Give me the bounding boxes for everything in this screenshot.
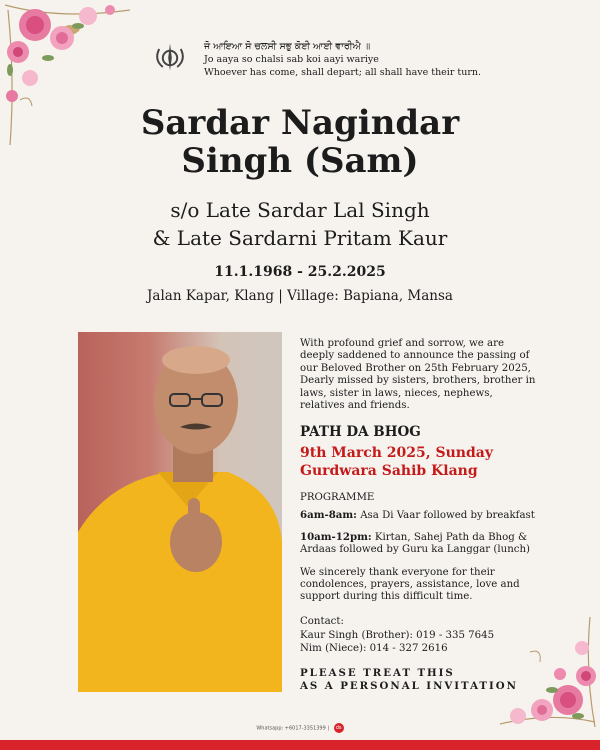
gurmukhi-verse: ਜੋ ਆਇਆ ਸੋ ਚਲਸੀ ਸਭੁ ਕੋਈ ਆਈ ਵਾਰੀਐ ॥ [204, 41, 371, 52]
parents-line-2: & Late Sardarni Pritam Kaur [152, 226, 448, 250]
designer-badge: ds [334, 723, 344, 733]
verse-translation: Whoever has come, shall depart; all shall have their turn. [204, 67, 482, 78]
portrait-photo [78, 332, 282, 692]
event-venue: Gurdwara Sahib Klang [300, 463, 478, 480]
programme-desc: Kirtan, Sahej Path da Bhog & Ardaas followed by Guru ka Langgar (lunch) [300, 531, 531, 556]
deceased-name [0, 104, 600, 180]
whatsapp-number: Whatsapp: +6017-3351399 | [256, 725, 330, 732]
contact-label: Contact: [300, 615, 344, 627]
contact-item: Kaur Singh (Brother): 019 - 335 7645 [300, 629, 495, 641]
invitation-line-1: PLEASE TREAT THIS [300, 666, 455, 679]
programme-label: PROGRAMME [300, 492, 375, 504]
name-line-2: Singh (Sam) [181, 141, 419, 181]
programme-item [300, 531, 540, 557]
event-date: 9th March 2025, Sunday [300, 445, 493, 462]
footer-bar [0, 740, 600, 750]
portrait-illustration [78, 332, 282, 692]
name-line-1: Sardar Nagindar [140, 103, 460, 143]
event-title: PATH DA BHOG [300, 424, 421, 441]
intro-text: With profound grief and sorrow, we are deeply saddened to announce the passing of our Beloved Brother on 25th February 2025, Dearly missed by sisters, brothers, brother in laws, sister in laws, nieces, nephews, relatives and friends. [300, 338, 536, 412]
contact-item: Nim (Niece): 014 - 327 2616 [300, 642, 448, 654]
location: Jalan Kapar, Klang | Village: Bapiana, Mansa [147, 288, 453, 304]
khanda-icon [152, 40, 188, 76]
details-column [300, 338, 540, 693]
thanks-text: We sincerely thank everyone for their condolences, prayers, assistance, love and support during this difficult time. [300, 566, 520, 603]
programme-desc: Asa Di Vaar followed by breakfast [360, 510, 535, 522]
life-dates: 11.1.1968 - 25.2.2025 [214, 264, 386, 280]
parents [0, 196, 600, 252]
invitation-note [300, 667, 540, 693]
parents-line-1: s/o Late Sardar Lal Singh [170, 198, 430, 222]
programme-time: 10am-12pm: [300, 530, 372, 543]
verse-transliteration: Jo aaya so chalsi sab koi aayi wariye [204, 54, 379, 65]
invitation-line-2: AS A PERSONAL INVITATION [300, 679, 518, 692]
programme-item [300, 509, 540, 522]
programme-time: 6am-8am: [300, 509, 357, 522]
footer-credit [0, 723, 600, 733]
